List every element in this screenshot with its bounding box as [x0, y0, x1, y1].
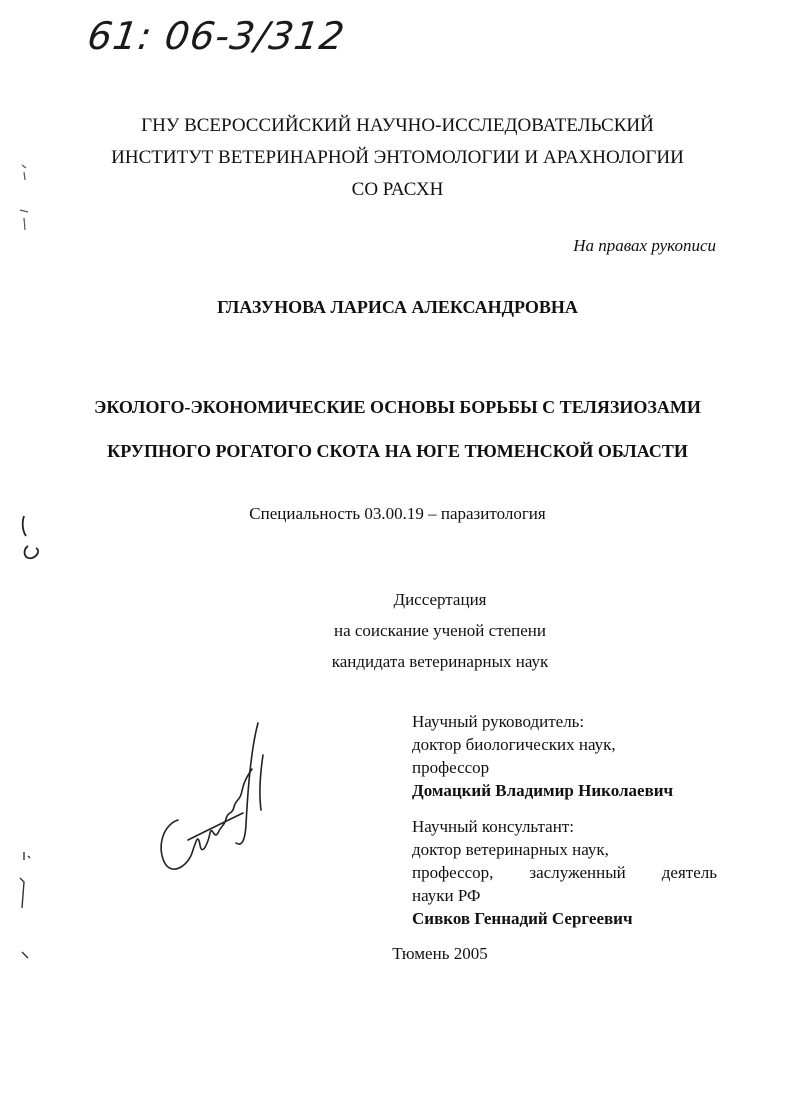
handwritten-signature [148, 715, 278, 885]
supervisor-label: Научный руководитель: [412, 712, 585, 731]
consultant-block [412, 815, 717, 930]
institution-line-3: СО РАСХН [351, 179, 444, 200]
consultant-rank [412, 861, 717, 884]
archive-number: 61: 06-3/312 [84, 14, 348, 58]
consultant-label: Научный консультант: [412, 817, 574, 836]
supervisor-rank: профессор [412, 758, 490, 777]
title-line-1: ЭКОЛОГО-ЭКОНОМИЧЕСКИЕ ОСНОВЫ БОРЬБЫ С ТЕЛЯЗИОЗАМИ [94, 397, 701, 417]
dissertation-degree [280, 584, 600, 677]
consultant-rank-word-1: профессор, [412, 863, 494, 882]
specialty: Специальность 03.00.19 – паразитология [249, 504, 546, 523]
institution-line-2: ИНСТИТУТ ВЕТЕРИНАРНОЙ ЭНТОМОЛОГИИ И АРАХНОЛОГИИ [111, 147, 684, 168]
title-line-2: КРУПНОГО РОГАТОГО СКОТА НА ЮГЕ ТЮМЕНСКОЙ ОБЛАСТИ [107, 441, 688, 461]
consultant-degree: доктор ветеринарных наук, [412, 840, 609, 859]
author-name: ГЛАЗУНОВА ЛАРИСА АЛЕКСАНДРОВНА [217, 297, 578, 317]
supervisor-degree: доктор биологических наук, [412, 735, 616, 754]
supervisor-block [412, 710, 717, 802]
degree-line-2: на соискание ученой степени [333, 621, 547, 640]
margin-scan-mark [10, 510, 50, 570]
margin-scan-mark [10, 160, 40, 240]
rights-note: На правах рукописи [573, 236, 716, 255]
degree-line-1: Диссертация [393, 590, 487, 609]
institution-header [0, 110, 795, 206]
consultant-name: Сивков Геннадий Сергеевич [412, 909, 633, 928]
consultant-rank-line-2: науки РФ [412, 886, 481, 905]
dissertation-title [0, 385, 795, 473]
city-year: Тюмень 2005 [392, 944, 488, 963]
consultant-rank-word-2: заслуженный [529, 863, 626, 882]
margin-scan-mark [10, 848, 40, 968]
consultant-rank-word-3: деятель [661, 863, 717, 882]
degree-line-3: кандидата ветеринарных наук [331, 652, 549, 671]
institution-line-1: ГНУ ВСЕРОССИЙСКИЙ НАУЧНО-ИССЛЕДОВАТЕЛЬСКИЙ [141, 115, 654, 136]
supervisor-name: Домацкий Владимир Николаевич [412, 781, 674, 800]
